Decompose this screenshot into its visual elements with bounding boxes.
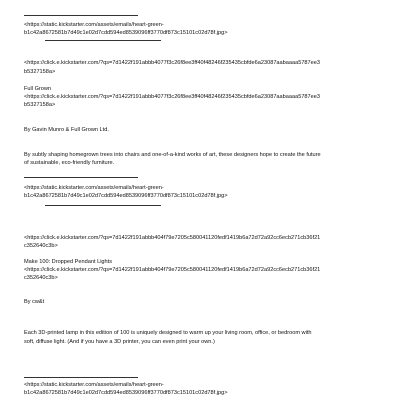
project-description: soft, diffuse light. (And if you have a 3D printer, you can even print your own.) [24,339,215,345]
project-byline: By cw&t [24,299,45,305]
project-title: Full Grown [24,86,52,92]
image-link-line[interactable]: <https://static.kickstarter.com/assets/emails/heart-green- [24,185,164,191]
project-description: of sustainable, eco-friendly furniture. [24,160,115,166]
title-link-line[interactable]: c352640c3b> [24,275,58,281]
project-byline: By Gavin Munro & Full Grown Ltd. [24,127,109,133]
click-link-line[interactable]: b5327158a> [24,69,56,75]
image-link-line[interactable]: <https://static.kickstarter.com/assets/emails/heart-green- [24,22,164,28]
image-link-line[interactable]: <https://static.kickstarter.com/assets/emails/heart-green- [24,382,164,388]
project-title: Make 100: Dropped Pendant Lights [24,259,113,265]
image-link-line[interactable]: b1c42a8672581b7d49c1e02d7cdd594ed8539096ff3770df873c15101c02d78f.jpg> [24,193,228,199]
project-description: Each 3D-printed lamp in this edition of 100 is uniquely designed to warm up your living room, office, or bedroom with [24,330,312,336]
click-link-line[interactable]: <https://click.e.kickstarter.com/?qs=7d1422f191abbb4077f3c26f8ee3ff40f48246f235435cbfde6a23087aabaaaa5787ee3 [24,60,320,66]
title-link-line[interactable]: b5327158a> [24,102,56,108]
divider-rule [45,40,161,41]
title-link-line[interactable]: <https://click.e.kickstarter.com/?qs=7d1422f191abbb404f79e7205c580041120fedf1419b6a72d72a92cc6ecb271cb36f21 [24,267,321,273]
image-link-line[interactable]: b1c42a8672581b7d49c1e02d7cdd594ed8539096ff3770df873c15101c02d78f.jpg> [24,30,228,36]
divider-rule [45,205,161,206]
divider-rule [24,377,138,378]
divider-rule [24,15,138,16]
click-link-line[interactable]: c352640c3b> [24,243,58,249]
project-description: By subtly shaping homegrown trees into chairs and one-of-a-kind works of art, these designers hope to create the future [24,152,321,158]
title-link-line[interactable]: <https://click.e.kickstarter.com/?qs=7d1422f191abbb4077f3c26f8ee3ff40f48246f235435cbfde6a23087aabaaaa5787ee3 [24,94,320,100]
click-link-line[interactable]: <https://click.e.kickstarter.com/?qs=7d1422f191abbb404f79e7205c580041120fedf1419b6a72d72a92cc6ecb271cb36f21 [24,235,321,241]
image-link-line[interactable]: b1c42a8672581b7d49c1e02d7cdd594ed8539096ff3770df873c15101c02d78f.jpg> [24,390,228,396]
divider-rule [24,177,138,178]
